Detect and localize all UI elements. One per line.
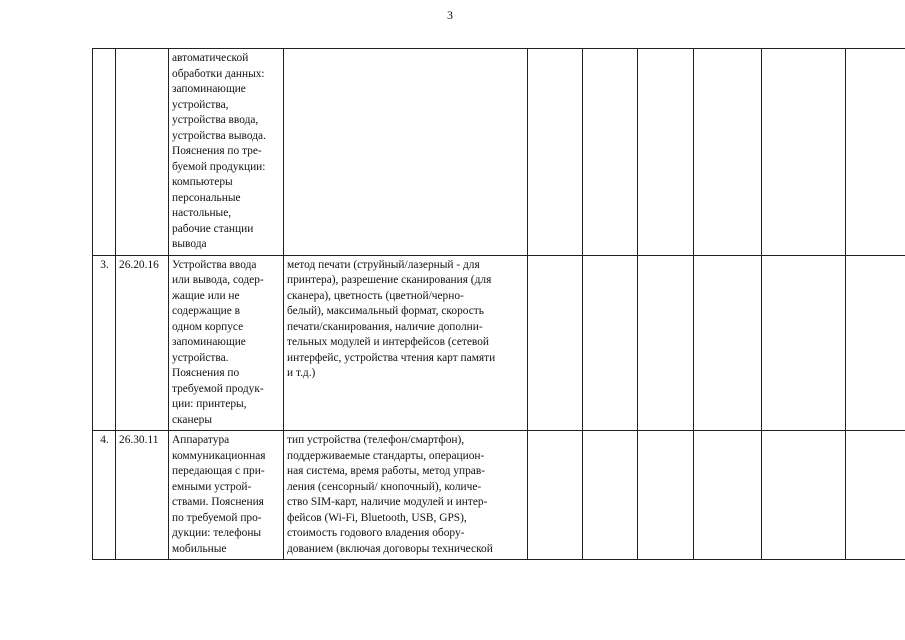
empty-cell	[762, 255, 846, 431]
empty-cell	[528, 49, 583, 256]
table-row	[93, 255, 905, 431]
empty-cell	[694, 431, 762, 560]
product-name-cell: автоматической обработки данных: запоминающие устройства, устройства ввода, устройства вывода. Пояснения по тре- буемой продукции: компьютеры персональные настольные, рабочие станции вывода	[169, 49, 284, 256]
characteristics-cell: метод печати (струйный/лазерный - для принтера), разрешение сканирования (для сканера), цветность (цветной/черно- белый), максимальный формат, скорость печати/сканирования, наличие дополни- тельных модулей и интерфейсов (сетевой интерфейс, устройства чтения карт памяти и т.д.)	[284, 255, 528, 431]
empty-cell	[583, 255, 638, 431]
page-number: 3	[447, 8, 453, 22]
empty-cell	[762, 431, 846, 560]
empty-cell	[846, 431, 905, 560]
empty-cell	[694, 49, 762, 256]
empty-cell	[638, 49, 694, 256]
requirements-table	[92, 48, 905, 560]
empty-cell	[846, 49, 905, 256]
empty-cell	[638, 431, 694, 560]
okpd-code-cell: 26.20.16	[116, 255, 169, 431]
row-number-cell	[93, 49, 116, 256]
table-row	[93, 431, 905, 560]
row-number-cell: 4.	[93, 431, 116, 560]
empty-cell	[846, 255, 905, 431]
product-name-cell: Аппаратура коммуникационная передающая с при- емными устрой- ствами. Пояснения по требуемой про- дукции: телефоны мобильные	[169, 431, 284, 560]
empty-cell	[583, 49, 638, 256]
product-name-cell: Устройства ввода или вывода, содер- жащие или не содержащие в одном корпусе запоминающие устройства. Пояснения по требуемой продук- ции: принтеры, сканеры	[169, 255, 284, 431]
empty-cell	[762, 49, 846, 256]
characteristics-cell: тип устройства (телефон/смартфон), поддерживаемые стандарты, операцион- ная система, время работы, метод управ- ления (сенсорный/ кнопочный), количе- ство SIM-карт, наличие модулей и интер- фейсов (Wi-Fi, Bluetooth, USB, GPS), стоимость годового владения обору- дованием (включая договоры технической	[284, 431, 528, 560]
characteristics-cell	[284, 49, 528, 256]
okpd-code-cell: 26.30.11	[116, 431, 169, 560]
empty-cell	[638, 255, 694, 431]
empty-cell	[694, 255, 762, 431]
row-number-cell: 3.	[93, 255, 116, 431]
empty-cell	[583, 431, 638, 560]
table-row	[93, 49, 905, 256]
empty-cell	[528, 255, 583, 431]
okpd-code-cell	[116, 49, 169, 256]
empty-cell	[528, 431, 583, 560]
